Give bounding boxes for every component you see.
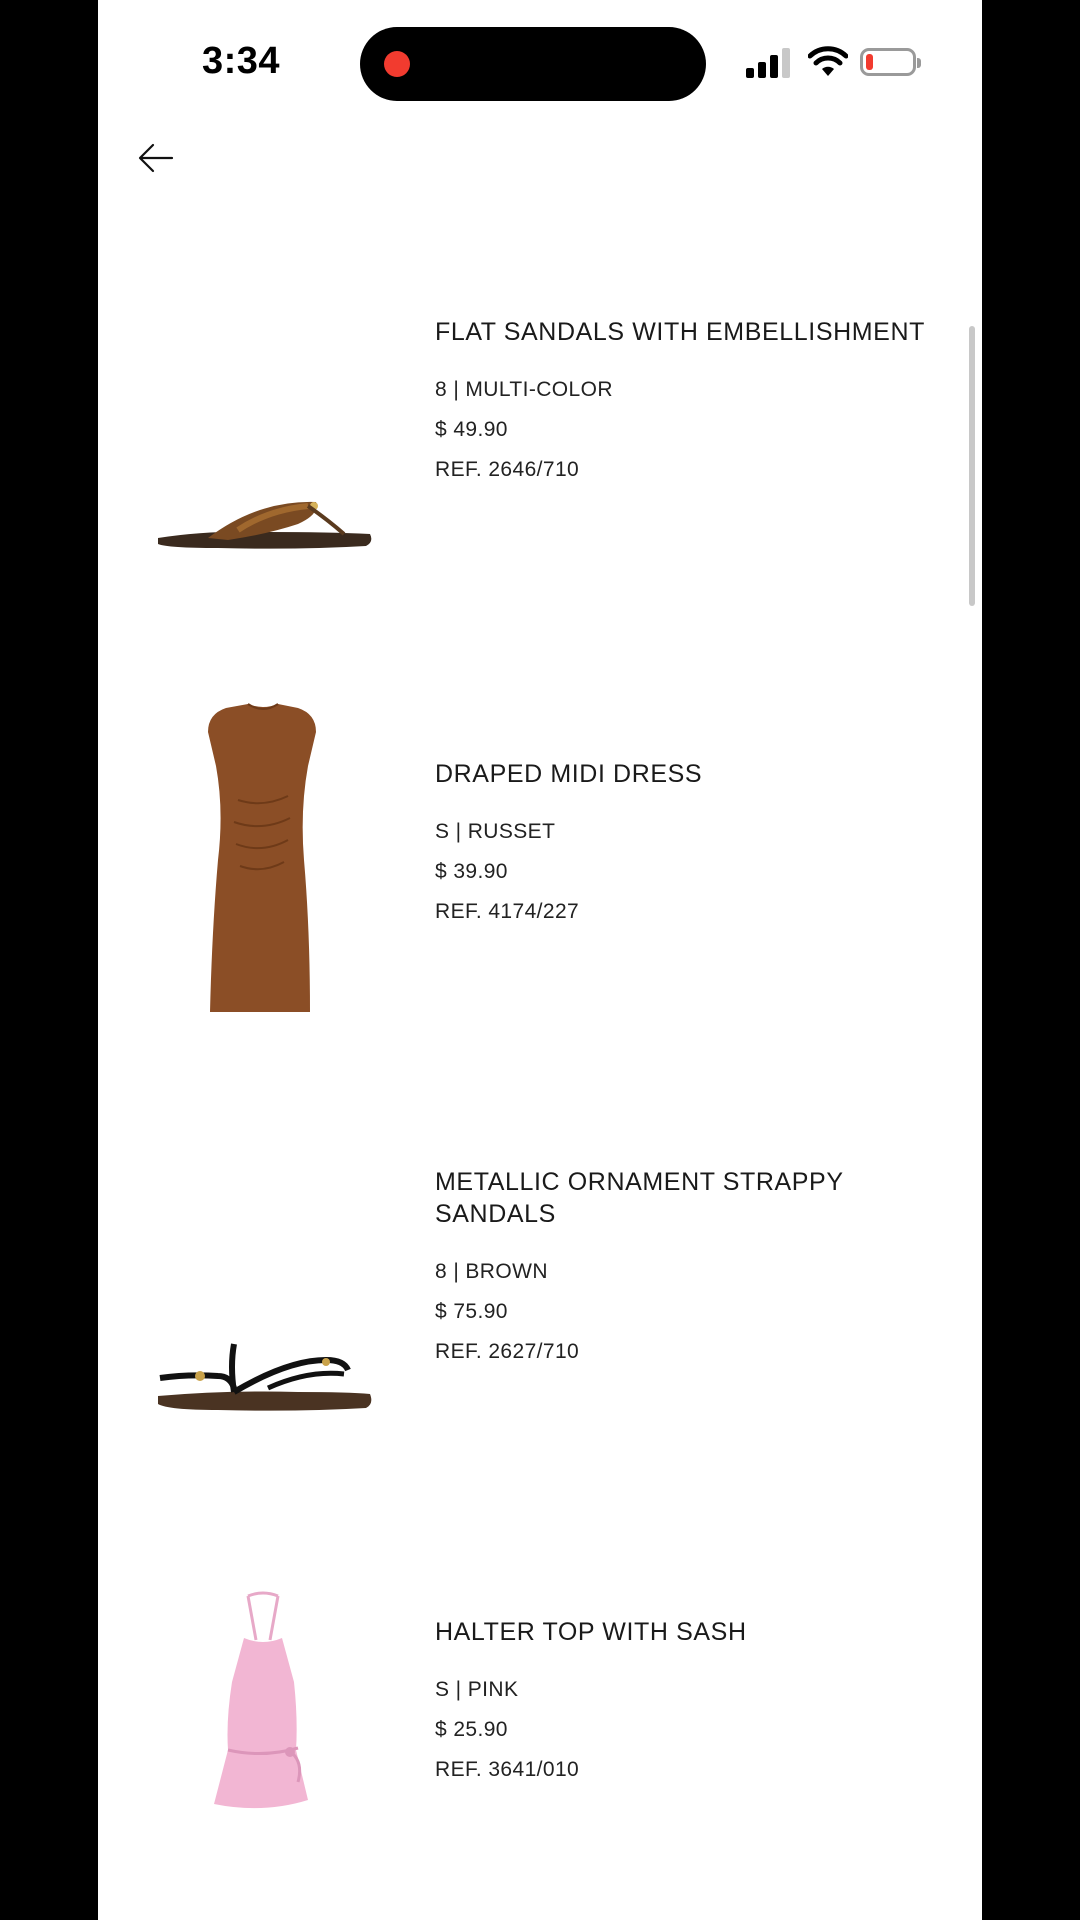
item-price: $ 39.90: [435, 860, 508, 883]
item-title[interactable]: FLAT SANDALS WITH EMBELLISHMENT: [435, 318, 925, 346]
dynamic-island: [360, 27, 706, 101]
strappy-sandal-icon: [148, 1330, 378, 1420]
status-time: 3:34: [202, 40, 281, 82]
item-title[interactable]: HALTER TOP WITH SASH: [435, 1618, 747, 1646]
screen: [98, 0, 982, 1920]
item-ref: REF. 4174/227: [435, 900, 580, 923]
item-ref: REF. 3641/010: [435, 1758, 580, 1781]
list-item[interactable]: [98, 1140, 982, 1460]
arrow-left-icon[interactable]: [136, 138, 176, 178]
item-price: $ 75.90: [435, 1300, 508, 1323]
recording-indicator-icon: [384, 51, 410, 77]
flat-sandal-icon: [148, 480, 378, 560]
item-ref: REF. 2646/710: [435, 458, 580, 481]
list-item[interactable]: [98, 290, 982, 610]
item-title[interactable]: DRAPED MIDI DRESS: [435, 760, 703, 788]
list-item[interactable]: [98, 1590, 982, 1890]
item-size-color: 8 | MULTI-COLOR: [435, 378, 613, 401]
list-item[interactable]: [98, 700, 982, 1030]
midi-dress-icon: [148, 700, 378, 1018]
item-price: $ 49.90: [435, 418, 508, 441]
item-size-color: 8 | BROWN: [435, 1260, 548, 1283]
halter-top-icon: [148, 1590, 378, 1824]
item-size-color: S | RUSSET: [435, 820, 556, 843]
wifi-icon: [808, 46, 848, 78]
cellular-signal-icon: [746, 48, 792, 78]
item-size-color: S | PINK: [435, 1678, 519, 1701]
item-price: $ 25.90: [435, 1718, 508, 1741]
battery-level: [866, 54, 873, 70]
item-title[interactable]: METALLIC ORNAMENT STRAPPY SANDALS: [435, 1168, 844, 1228]
battery-icon: [860, 48, 916, 76]
item-ref: REF. 2627/710: [435, 1340, 580, 1363]
